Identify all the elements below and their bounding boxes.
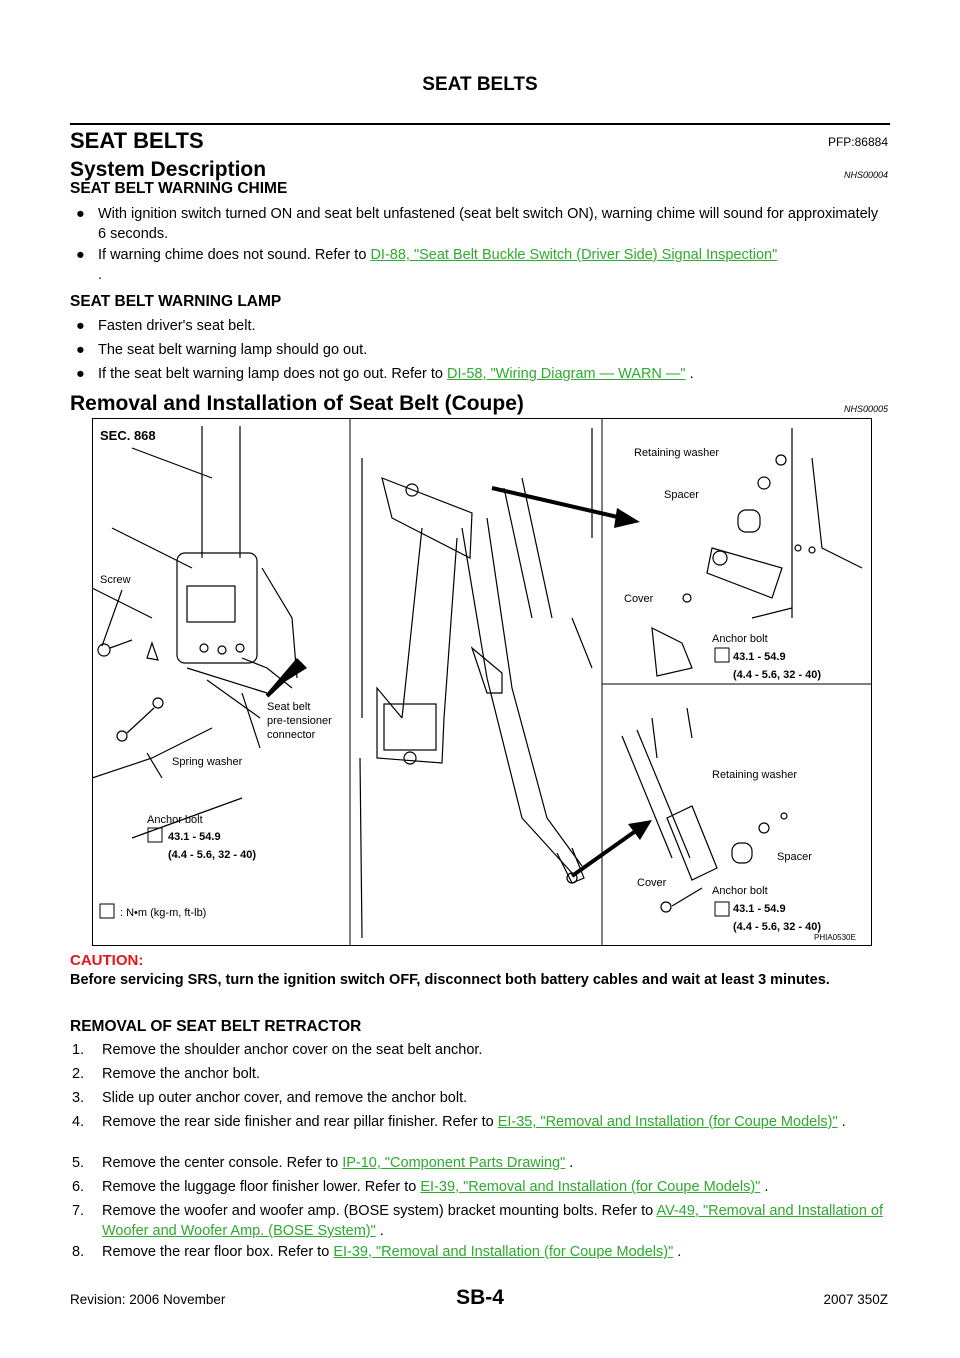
cover-label-top: Cover [624, 593, 654, 605]
torque-units-left: (4.4 - 5.6, 32 - 40) [168, 849, 257, 861]
footer-page-number: SB-4 [456, 1286, 504, 1309]
bullet-dot-icon: ● [76, 342, 85, 358]
retaining-washer-label-bottom: Retaining washer [712, 769, 797, 781]
link-ei-35[interactable]: EI-35, "Removal and Installation (for Coupe Models)" [497, 1114, 838, 1130]
anchor-bolt-label-bottom: Anchor bolt [712, 885, 768, 897]
link-di-88[interactable]: DI-88, "Seat Belt Buckle Switch (Driver Side) Signal Inspection" [370, 247, 778, 263]
chime-heading: SEAT BELT WARNING CHIME [70, 180, 288, 197]
removal-tag: NHS00005 [843, 404, 888, 414]
pretensioner-label-1: Seat belt [267, 701, 311, 713]
step-3: 3. Slide up outer anchor cover, and remove the anchor bolt. [72, 1090, 468, 1106]
footer-revision: Revision: 2006 November [70, 1292, 226, 1307]
step-4: 4. Remove the rear side finisher and rear pillar finisher. Refer to EI-35, "Removal and Installation (for Coupe Models)" . [72, 1114, 846, 1130]
lamp-bullet-1: ● Fasten driver's seat belt. [76, 318, 256, 334]
cover-label-bottom: Cover [637, 877, 667, 889]
chime-bullet-2: ● If warning chime does not sound. Refer to DI-88, "Seat Belt Buckle Switch (Driver Side) Signal Inspection" . [76, 247, 778, 283]
spacer-label-top: Spacer [664, 489, 699, 501]
bullet-dot-icon: ● [76, 366, 85, 382]
removal-title: Removal and Installation of Seat Belt (Coupe) [70, 392, 524, 415]
bullet-dot-icon: ● [76, 318, 85, 334]
torque-value-left: 43.1 - 54.9 [168, 831, 221, 843]
lamp-heading: SEAT BELT WARNING LAMP [70, 293, 282, 310]
torque-value-top: 43.1 - 54.9 [733, 651, 786, 663]
pretensioner-label-3: connector [267, 729, 316, 741]
step-7: 7. Remove the woofer and woofer amp. (BOSE system) bracket mounting bolts. Refer to AV-49, "Removal and Installation of Woofer and Woofer Amp. (BOSE System)" . [72, 1203, 884, 1239]
link-ei-39-a[interactable]: EI-39, "Removal and Installation (for Coupe Models)" [420, 1179, 761, 1195]
pfp-code: PFP:86884 [827, 135, 888, 149]
seat-belt-illustration [92, 418, 872, 946]
lamp-bullet-2: ● The seat belt warning lamp should go out. [76, 342, 368, 358]
system-description-title: System Description [70, 158, 267, 181]
spring-washer-label: Spring washer [172, 756, 243, 768]
lamp-bullet-3: ● If the seat belt warning lamp does not go out. Refer to DI-58, "Wiring Diagram — WARN —" . [76, 366, 694, 382]
step-1: 1. Remove the shoulder anchor cover on the seat belt anchor. [72, 1042, 483, 1058]
caution-title: CAUTION: [70, 952, 144, 969]
bullet-dot-icon: ● [76, 247, 85, 263]
retaining-washer-label-top: Retaining washer [634, 447, 719, 459]
screw-label: Screw [100, 574, 131, 586]
link-ip-10[interactable]: IP-10, "Component Parts Drawing" [342, 1155, 566, 1171]
torque-units-top: (4.4 - 5.6, 32 - 40) [733, 669, 822, 681]
header-rule [70, 123, 890, 125]
system-description-tag: NHS00004 [843, 170, 888, 180]
step-2: 2. Remove the anchor bolt. [72, 1066, 260, 1082]
link-ei-39-b[interactable]: EI-39, "Removal and Installation (for Coupe Models)" [333, 1244, 674, 1260]
section-title: SEAT BELTS [70, 128, 204, 153]
anchor-bolt-label-left: Anchor bolt [147, 814, 203, 826]
bullet-dot-icon: ● [76, 206, 85, 222]
torque-value-bottom: 43.1 - 54.9 [733, 903, 786, 915]
torque-legend: : N•m (kg-m, ft-lb) [120, 907, 207, 919]
footer-model: 2007 350Z [823, 1292, 888, 1307]
page-header-title: SEAT BELTS [422, 74, 538, 95]
sec-label: SEC. 868 [100, 428, 156, 443]
caution-text: Before servicing SRS, turn the ignition switch OFF, disconnect both battery cables and wait at least 3 minutes. [70, 972, 830, 988]
figure-code: PHIA0530E [814, 933, 856, 942]
chime-bullet-1: ● With ignition switch turned ON and seat belt unfastened (seat belt switch ON), warning chime will sound for approximately 6 seconds. [76, 206, 879, 242]
retractor-heading: REMOVAL OF SEAT BELT RETRACTOR [70, 1018, 362, 1035]
pretensioner-label-2: pre-tensioner [267, 715, 332, 727]
anchor-bolt-label-top: Anchor bolt [712, 633, 768, 645]
step-5: 5. Remove the center console. Refer to IP-10, "Component Parts Drawing" . [72, 1155, 574, 1171]
torque-units-bottom: (4.4 - 5.6, 32 - 40) [733, 921, 822, 933]
link-di-58[interactable]: DI-58, "Wiring Diagram — WARN —" [447, 366, 686, 382]
link-av-49[interactable]: AV-49, "Removal and Installation of Woofer and Woofer Amp. (BOSE System)" [102, 1203, 884, 1239]
step-6: 6. Remove the luggage floor finisher lower. Refer to EI-39, "Removal and Installation (for Coupe Models)" . [72, 1179, 769, 1195]
step-8: 8. Remove the rear floor box. Refer to EI-39, "Removal and Installation (for Coupe Models)" . [72, 1244, 682, 1260]
spacer-label-bottom: Spacer [777, 851, 812, 863]
